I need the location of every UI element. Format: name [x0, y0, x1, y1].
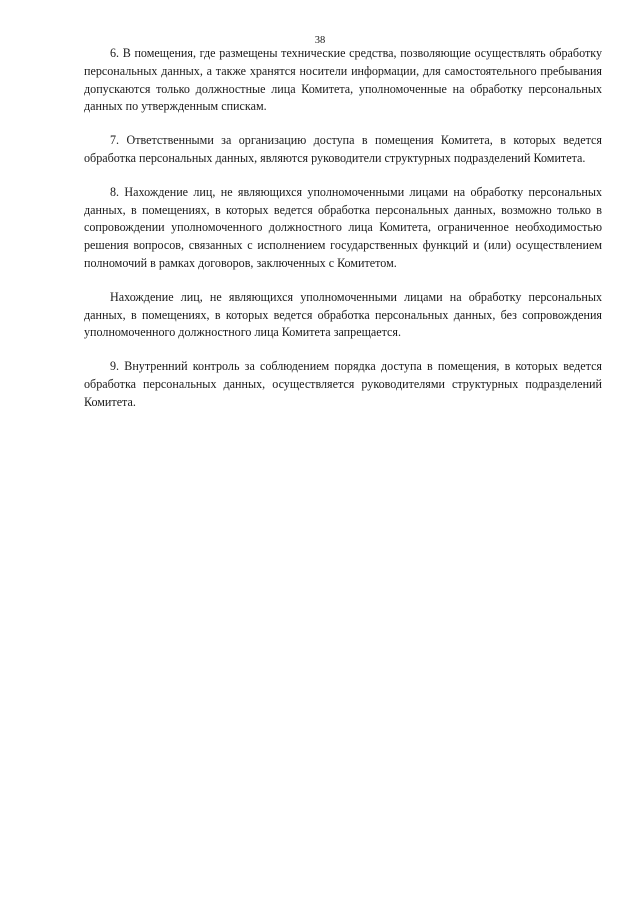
paragraph-6: 6. В помещения, где размещены технические средства, позволяющие осуществлять обработку персональных данных, а также хранятся носители информации, для самостоятельного пребывания допускаются только должностные лица Комитета, уполномоченные на обработку персональных данных по утвержденным спискам. — [84, 46, 602, 114]
paragraph-8-continued: Нахождение лиц, не являющихся уполномоченными лицами на обработку персональных данных, в помещениях, в которых ведется обработка персональных данных, без сопровождения уполномоченного должностного лица Комитета запрещается. — [84, 289, 602, 340]
paragraph-9: 9. Внутренний контроль за соблюдением порядка доступа в помещения, в которых ведется обработка персональных данных, осуществляется руководителями структурных подразделений Комитета. — [84, 359, 602, 409]
paragraph-8: 8. Нахождение лиц, не являющихся уполномоченными лицами на обработку персональных данных, в помещениях, в которых ведется обработка персональных данных, возможно только в сопровождении уполномоченного должностного лица Комитета, ограниченное необходимостью решения вопросов, связанных с исполнением государственных функций и (или) осуществлением полномочий в рамках договоров, заключенных с Комитетом. — [84, 184, 602, 270]
document-body — [84, 45, 602, 428]
page-number: 38 — [314, 35, 326, 46]
paragraph-7: 7. Ответственными за организацию доступа в помещения Комитета, в которых ведется обработка персональных данных, являются руководители структурных подразделений Комитета. — [84, 133, 602, 165]
